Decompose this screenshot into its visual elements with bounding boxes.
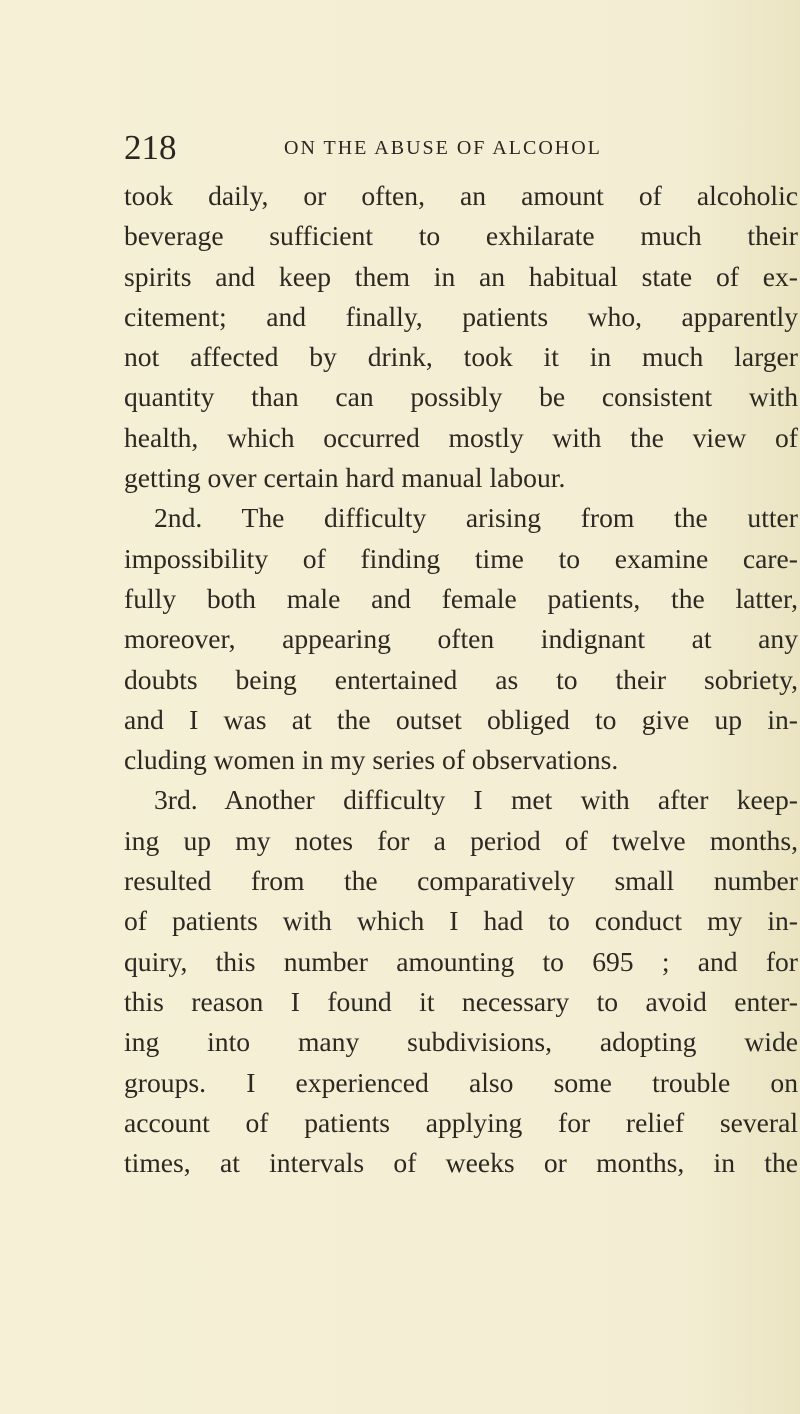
text-line: beverage sufficient to exhilarate much their (124, 220, 798, 252)
text-line: ing into many subdivisions, adopting wide (124, 1026, 798, 1058)
text-line: citement; and finally, patients who, apparently (124, 300, 798, 332)
running-head: ON THE ABUSE OF ALCOHOL (284, 137, 602, 159)
text-line: not affected by drink, took it in much larger (124, 341, 798, 373)
text-line: impossibility of finding time to examine care- (124, 542, 798, 574)
text-line: health, which occurred mostly with the view of (124, 421, 798, 453)
text-line: account of patients applying for relief several (124, 1106, 798, 1138)
page-number: 218 (124, 128, 177, 167)
text-line: this reason I found it necessary to avoid enter- (124, 985, 798, 1017)
text-line: getting over certain hard manual labour. (124, 462, 566, 494)
text-line: groups. I experienced also some trouble on (124, 1066, 798, 1098)
text-line: times, at intervals of weeks or months, in the (124, 1147, 798, 1179)
text-line: resulted from the comparatively small number (124, 865, 798, 897)
text-line: ing up my notes for a period of twelve months, (124, 824, 798, 856)
text-line: spirits and keep them in an habitual state of ex- (124, 260, 798, 292)
text-line: took daily, or often, an amount of alcoholic (124, 180, 798, 211)
text-line: 2nd. The difficulty arising from the utter (154, 502, 798, 534)
text-line: quiry, this number amounting to 695 ; and for (124, 945, 798, 977)
text-line: 3rd. Another difficulty I met with after keep- (154, 784, 798, 816)
text-line: cluding women in my series of observations. (124, 744, 619, 776)
text-line: moreover, appearing often indignant at any (124, 623, 798, 655)
text-line: of patients with which I had to conduct my in- (124, 905, 798, 937)
text-line: fully both male and female patients, the latter, (124, 582, 798, 614)
text-line: doubts being entertained as to their sobriety, (124, 663, 798, 695)
page-header (124, 128, 684, 168)
text-line: and I was at the outset obliged to give up in- (124, 703, 798, 735)
text-line: quantity than can possibly be consistent with (124, 381, 798, 413)
body-text (124, 176, 798, 1183)
